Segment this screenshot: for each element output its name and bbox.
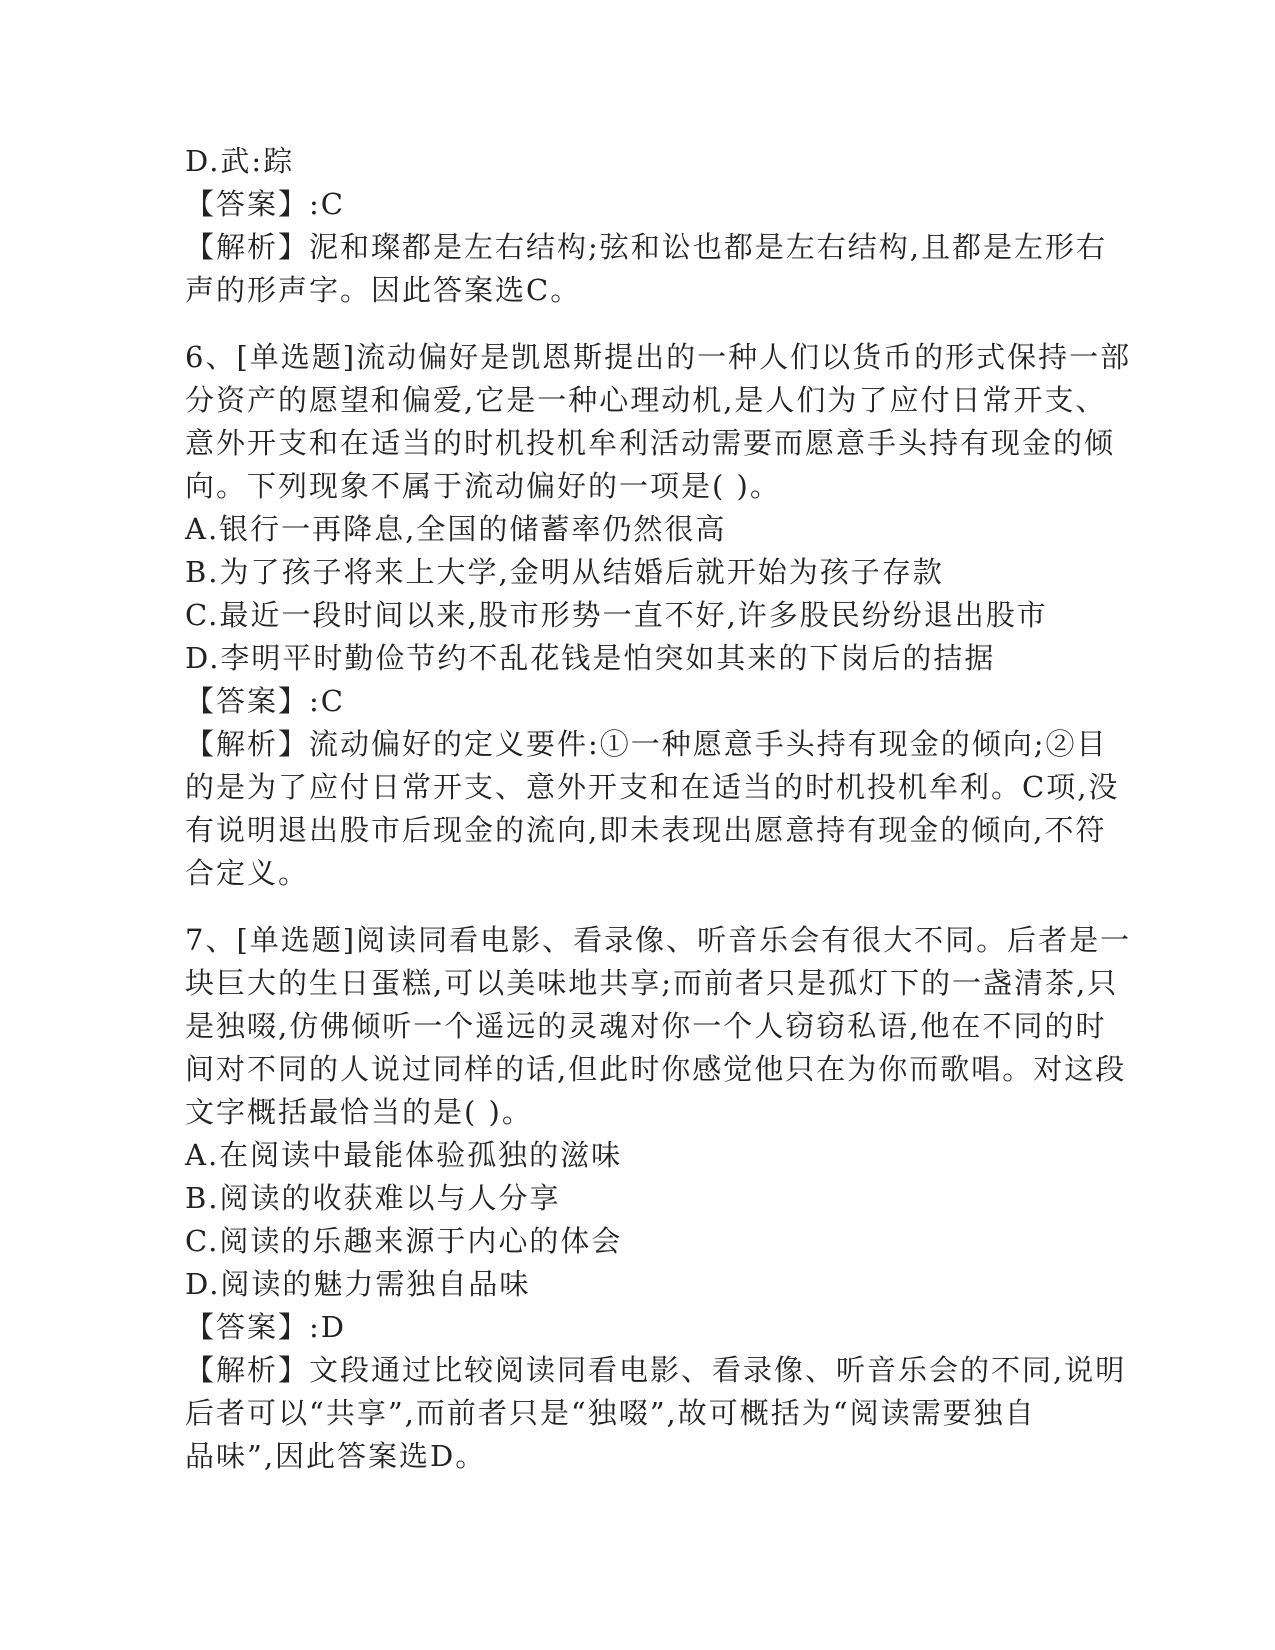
spacer: [185, 312, 1065, 336]
q7-option-c: C.阅读的乐趣来源于内心的体会: [185, 1224, 623, 1258]
q7-answer: 【答案】:D: [185, 1310, 347, 1344]
q6-analysis-line: 合定义。: [185, 856, 310, 890]
q7-stem-line: 间对不同的人说过同样的话,但此时你感觉他只在为你而歌唱。对这段: [185, 1052, 1127, 1086]
q6-option-c: C.最近一段时间以来,股市形势一直不好,许多股民纷纷退出股市: [185, 598, 1048, 632]
q6-option-d: D.李明平时勤俭节约不乱花钱是怕突如其来的下岗后的拮据: [185, 641, 996, 675]
question-7: [185, 919, 1132, 1478]
q6-stem-line: 意外开支和在适当的时机投机牟利活动需要而愿意手头持有现金的倾: [185, 426, 1116, 460]
q6-stem-line: 向。下列现象不属于流动偏好的一项是( )。: [185, 469, 781, 503]
q5-analysis-line: 【解析】泥和璨都是左右结构;弦和讼也都是左右结构,且都是左形右: [185, 230, 1107, 264]
q7-analysis-line: 品味”,因此答案选D。: [185, 1439, 487, 1473]
q7-option-d: D.阅读的魅力需独自品味: [185, 1267, 531, 1301]
q6-analysis-line: 【解析】流动偏好的定义要件:①一种愿意手头持有现金的倾向;②目: [185, 727, 1108, 761]
q7-stem-line: 是独啜,仿佛倾听一个遥远的灵魂对你一个人窃窃私语,他在不同的时: [185, 1009, 1107, 1043]
document-page: [185, 140, 1132, 1478]
spacer: [185, 895, 1065, 919]
q6-option-a: A.银行一再降息,全国的储蓄率仍然很高: [185, 512, 727, 546]
q5-option-d: D.武:踪: [185, 144, 295, 178]
q7-stem-line: 块巨大的生日蛋糕,可以美味地共享;而前者只是孤灯下的一盏清茶,只: [185, 966, 1119, 1000]
q6-stem-line: 分资产的愿望和偏爱,它是一种心理动机,是人们为了应付日常开支、: [185, 383, 1107, 417]
q6-analysis-line: 的是为了应付日常开支、意外开支和在适当的时机投机牟利。C项,没: [185, 770, 1120, 804]
q5-analysis-line: 声的形声字。因此答案选C。: [185, 273, 582, 307]
q6-analysis-line: 有说明退出股市后现金的流向,即未表现出愿意持有现金的倾向,不符: [185, 813, 1107, 847]
q7-stem-line: 文字概括最恰当的是( )。: [185, 1095, 533, 1129]
q6-answer: 【答案】:C: [185, 684, 345, 718]
q7-analysis-line: 【解析】文段通过比较阅读同看电影、看录像、听音乐会的不同,说明: [185, 1353, 1127, 1387]
question-5-tail: [185, 140, 1107, 312]
q7-option-a: A.在阅读中最能体验孤独的滋味: [185, 1138, 623, 1172]
q6-option-b: B.为了孩子将来上大学,金明从结婚后就开始为孩子存款: [185, 555, 944, 589]
q7-stem-line: 7、[单选题]阅读同看电影、看录像、听音乐会有很大不同。后者是一: [185, 923, 1132, 957]
q7-option-b: B.阅读的收获难以与人分享: [185, 1181, 561, 1215]
q6-stem-line: 6、[单选题]流动偏好是凯恩斯提出的一种人们以货币的形式保持一部: [185, 340, 1132, 374]
q7-analysis-line: 后者可以“共享”,而前者只是“独啜”,故可概括为“阅读需要独自: [185, 1396, 1036, 1430]
q5-answer: 【答案】:C: [185, 187, 345, 221]
question-6: [185, 336, 1132, 895]
